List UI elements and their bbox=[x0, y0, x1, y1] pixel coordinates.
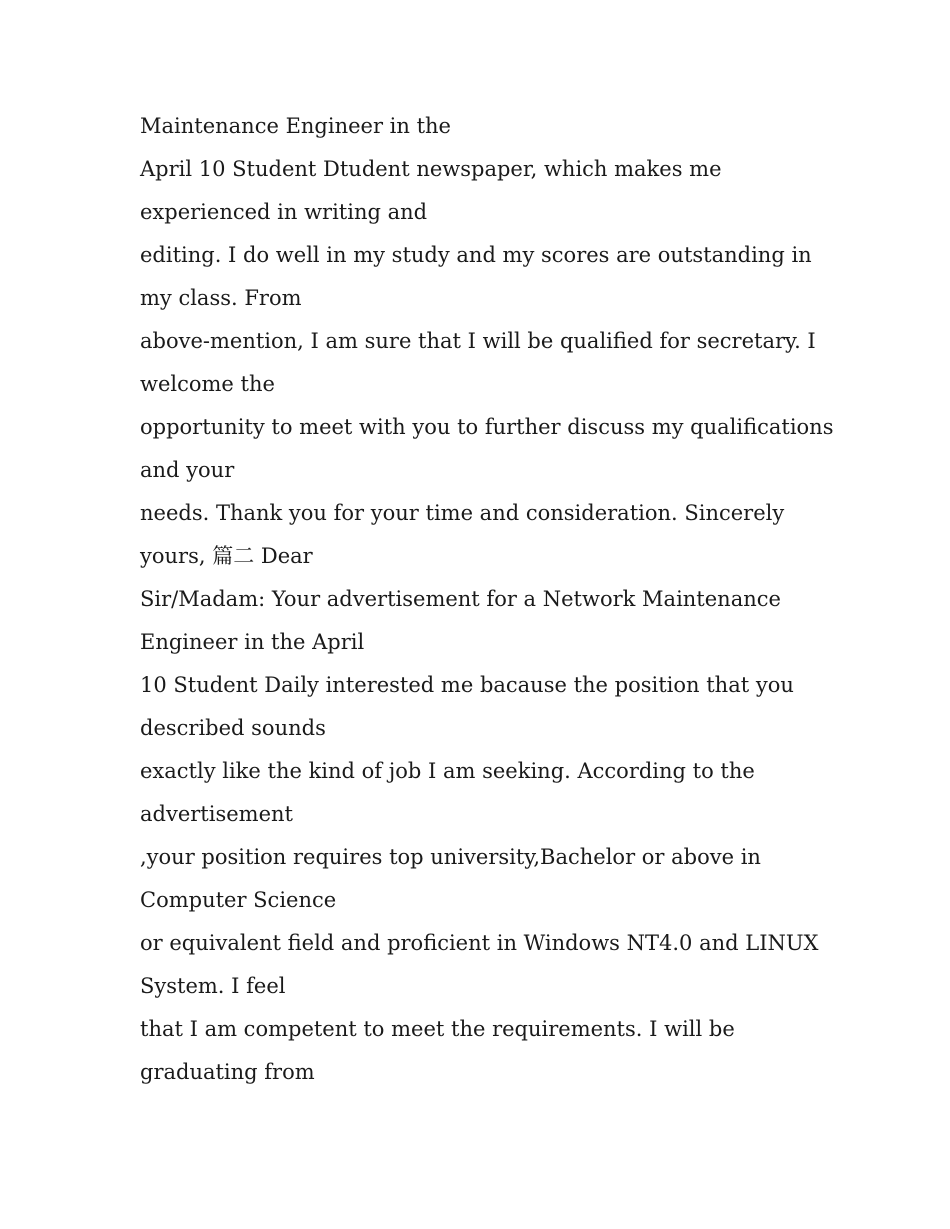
text-line: April 10 Student Dtudent newspaper, which makes me bbox=[140, 157, 722, 181]
text-line: described sounds bbox=[140, 716, 326, 740]
text-line: above-mention, I am sure that I will be qualified for secretary. I bbox=[140, 329, 816, 353]
text-line: yours, 篇二 Dear bbox=[140, 544, 313, 568]
text-line: advertisement bbox=[140, 802, 293, 826]
text-line: Maintenance Engineer in the bbox=[140, 114, 451, 138]
text-line: needs. Thank you for your time and consideration. Sincerely bbox=[140, 501, 785, 525]
text-line: or equivalent field and proficient in Windows NT4.0 and LINUX bbox=[140, 931, 819, 955]
text-line: editing. I do well in my study and my scores are outstanding in bbox=[140, 243, 812, 267]
text-line: experienced in writing and bbox=[140, 200, 428, 224]
body-text bbox=[140, 105, 834, 1094]
text-line: Engineer in the April bbox=[140, 630, 365, 654]
text-line: graduating from bbox=[140, 1060, 315, 1084]
text-line: System. I feel bbox=[140, 974, 286, 998]
text-line: ,your position requires top university,Bachelor or above in bbox=[140, 845, 761, 869]
text-line: Computer Science bbox=[140, 888, 337, 912]
text-line: opportunity to meet with you to further discuss my qualifications bbox=[140, 415, 834, 439]
text-line: welcome the bbox=[140, 372, 275, 396]
text-line: exactly like the kind of job I am seeking. According to the bbox=[140, 759, 755, 783]
text-line: Sir/Madam: Your advertisement for a Network Maintenance bbox=[140, 587, 781, 611]
text-line: that I am competent to meet the requirements. I will be bbox=[140, 1017, 735, 1041]
text-line: and your bbox=[140, 458, 235, 482]
text-line: 10 Student Daily interested me bacause the position that you bbox=[140, 673, 794, 697]
text-line: my class. From bbox=[140, 286, 302, 310]
